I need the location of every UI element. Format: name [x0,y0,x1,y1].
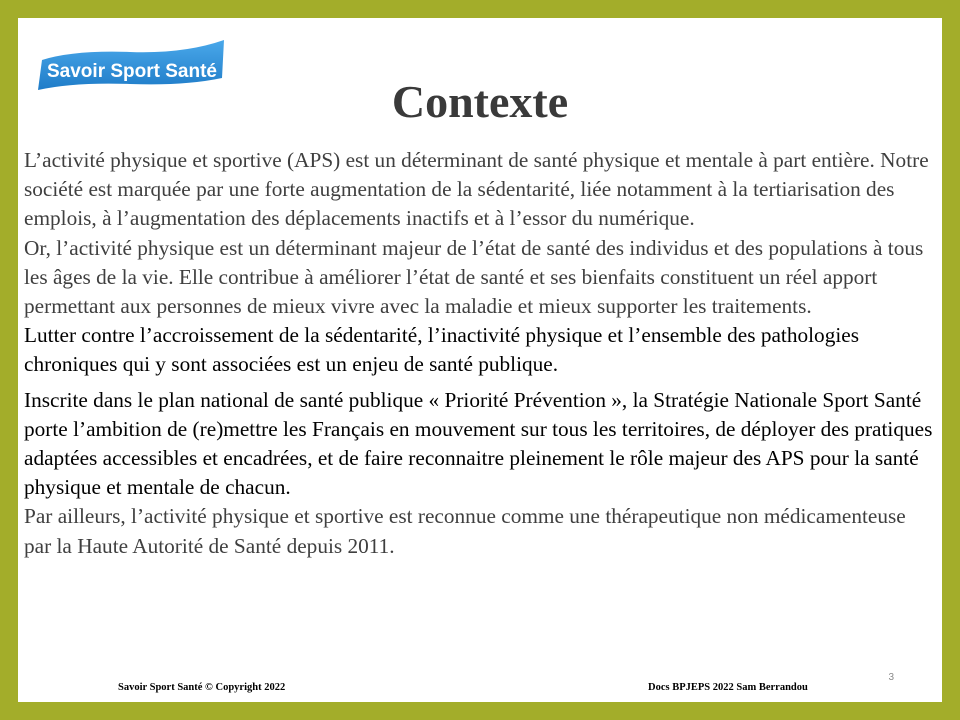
paragraph-has-therapeutique: Par ailleurs, l’activité physique et sportive est reconnue comme une thérapeutique non médicamenteuse par la Haute Autorité de Santé depuis 2011. [24,504,906,558]
slide [18,18,942,702]
slide-title: Contexte [391,76,569,127]
logo-text: Savoir Sport Santé [47,61,217,82]
paragraph-activite-physique: Or, l’activité physique est un déterminant majeur de l’état de santé des individus et des populations à tous les âges de la vie. Elle contribue à améliorer l’état de santé et ses bienfaits constituent un réel apport permettant aux personnes de mieux vivre avec la maladie et mieux supporter les traitements. [24,235,924,319]
page-number: 3 [888,672,894,683]
footer-author: Docs BPJEPS 2022 Sam Berrandou [648,682,808,693]
paragraph-lutter-sedentarite: Lutter contre l’accroissement de la sédentarité, l’inactivité physique et l’ensemble des pathologies chroniques qui y sont associées est un enjeu de santé publique. [24,323,860,377]
slide-body [24,146,936,561]
paragraph-strategie-nationale: Inscrite dans le plan national de santé publique « Priorité Prévention », la Stratégie Nationale Sport Santé porte l’ambition de (re)mettre les Français en mouvement sur tous les territoires, de déployer des pratiques adaptées accessibles et encadrées, et de faire reconnaitre pleinement le rôle majeur des APS pour la santé physique et mentale de chacun. [24,387,933,500]
footer-copyright: Savoir Sport Santé © Copyright 2022 [118,682,286,693]
paragraph-aps-determinant: L’activité physique et sportive (APS) est un déterminant de santé physique et mentale à part entière. Notre société est marquée par une forte augmentation de la sédentarité, liée notamment à la tertiarisation des emplois, à l’augmentation des déplacements inactifs et à l’essor du numérique. [24,148,929,231]
